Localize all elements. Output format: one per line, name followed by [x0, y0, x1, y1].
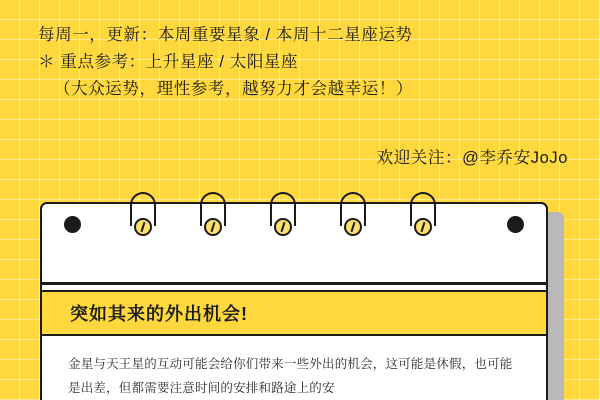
notebook-card: [40, 202, 548, 400]
binder-ring-icon-4: [340, 192, 366, 248]
binder-ring-icon-1: [130, 192, 156, 248]
header-line-3: （大众运势，理性参考，越努力才会越幸运！）: [54, 80, 414, 98]
section-banner: [42, 290, 546, 336]
notebook-top-divider: [42, 282, 546, 285]
punch-dot-right: [507, 216, 524, 233]
section-body-text: 金星与天王星的互动可能会给你们带来一些外出的机会，这可能是休假，也可能是出差，但都需要注意时间的安排和路途上的安: [68, 357, 513, 395]
section-title: 突如其来的外出机会!: [70, 304, 248, 324]
account-credit: 欢迎关注：@李乔安JoJo: [376, 149, 568, 167]
header-line-2: ＊ 重点参考：上升星座 / 太阳星座: [38, 53, 299, 71]
binder-ring-icon-5: [410, 192, 436, 248]
binder-ring-icon-3: [270, 192, 296, 248]
binder-rings-group: [42, 192, 546, 282]
binder-ring-icon-2: [200, 192, 226, 248]
punch-dot-left: [64, 216, 81, 233]
header-line-1: 每周一，更新：本周重要星象 / 本周十二星座运势: [38, 26, 413, 44]
header-text-block: [38, 22, 568, 103]
